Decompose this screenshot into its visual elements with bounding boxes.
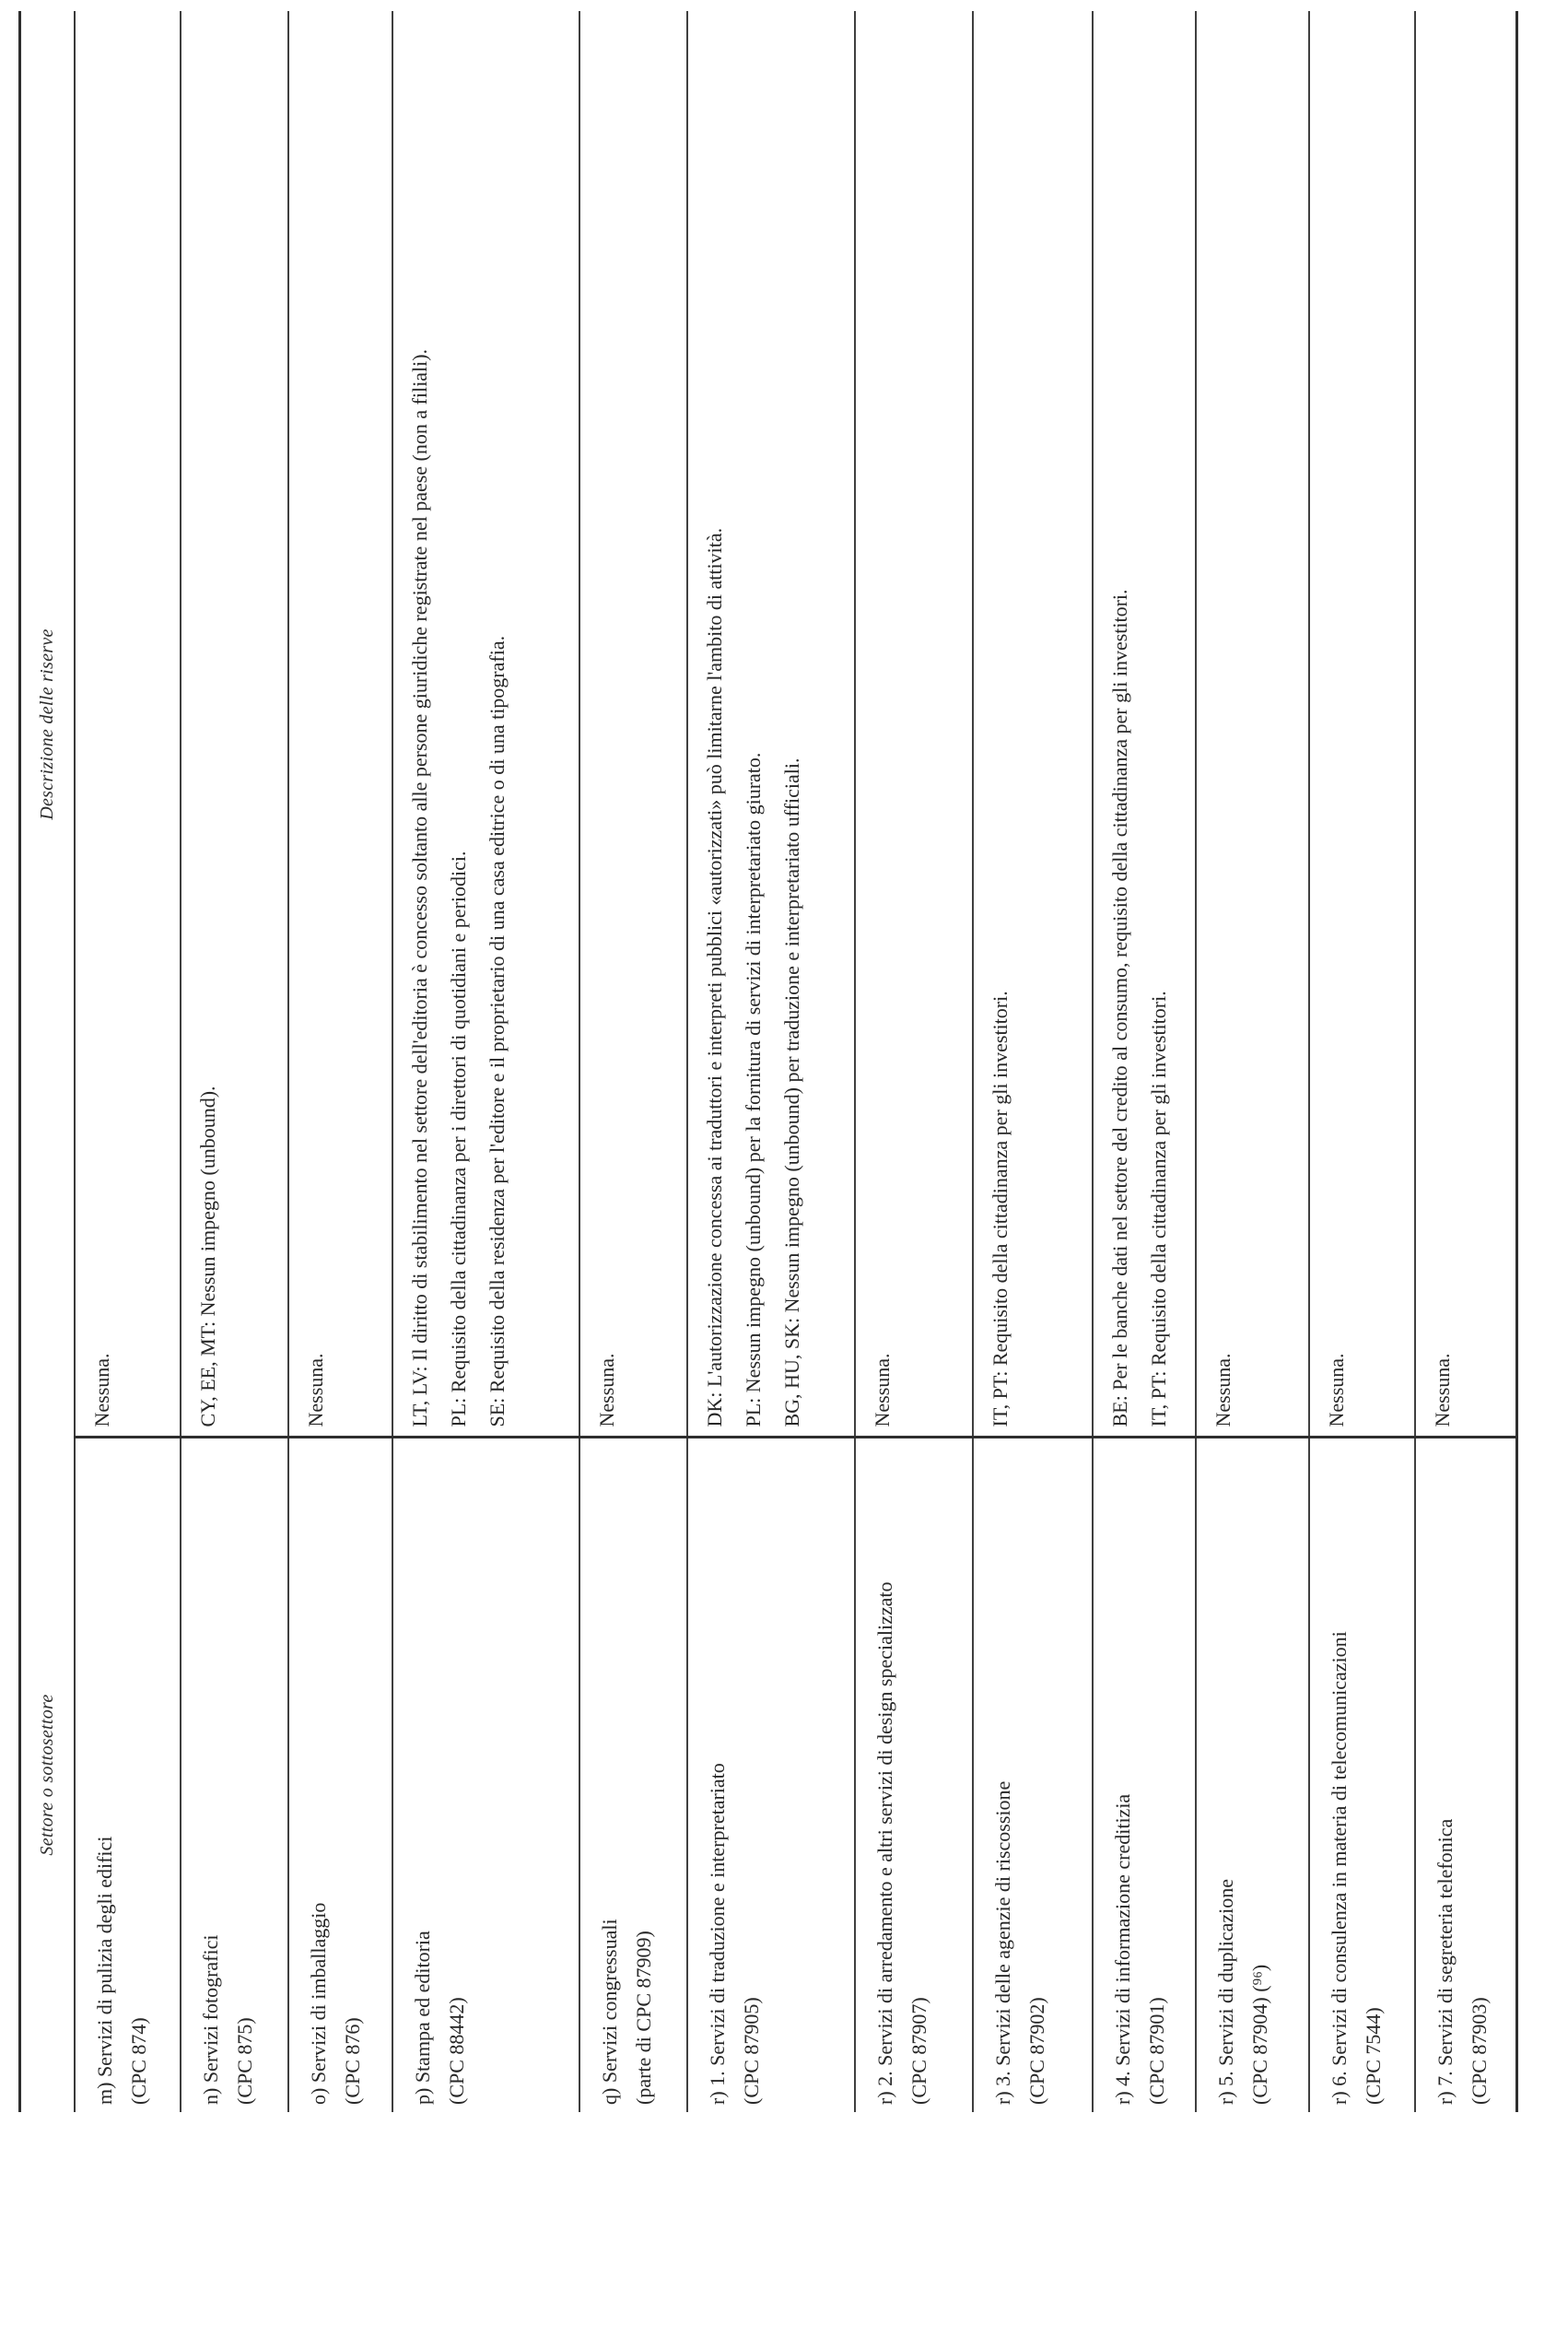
reserve-description: IT, PT: Requisito della cittadinanza per gli investitori.: [989, 991, 1012, 1427]
sector-name: m) Servizi di pulizia degli edifici: [93, 1836, 116, 2105]
table-row: [181, 11, 288, 2112]
header-sector: Settore o sottosettore: [20, 1438, 76, 2112]
reserve-description: LT, LV: Il diritto di stabilimento nel settore dell'editoria è concesso soltanto alle persone giuridiche registrate nel paese (non a filiali).: [408, 348, 431, 1427]
sector-cell: [1196, 1438, 1309, 2112]
table-row: [1093, 11, 1196, 2112]
table-row: [392, 11, 579, 2112]
reserves-cell: [1309, 11, 1415, 1438]
reserves-cell: [392, 11, 579, 1438]
sector-cpc-code: (CPC 7544): [1362, 2007, 1385, 2105]
table-row: [75, 11, 181, 2112]
sector-cpc-code: (CPC 87904) (⁹⁶): [1248, 1964, 1271, 2105]
reserves-cell: [1093, 11, 1196, 1438]
sector-name: r) 7. Servizi di segreteria telefonica: [1433, 1818, 1457, 2105]
reserves-cell: [855, 11, 973, 1438]
sector-cpc-code: (CPC 87902): [1025, 1997, 1048, 2105]
table-row: [1196, 11, 1309, 2112]
sector-cpc-code: (CPC 88442): [445, 1997, 468, 2105]
sector-cell: [687, 1438, 855, 2112]
sector-name: r) 1. Servizi di traduzione e interpretariato: [706, 1763, 729, 2105]
sector-cpc-code: (CPC 876): [341, 2017, 364, 2105]
sector-cpc-code: (CPC 87907): [907, 1997, 930, 2105]
reserve-description: DK: L'autorizzazione concessa ai traduttori e interpreti pubblici «autorizzati» può limitarne l'ambito di attività.: [703, 527, 726, 1427]
reserve-description: Nessuna.: [90, 1353, 113, 1427]
sector-cell: [1309, 1438, 1415, 2112]
reserves-cell: [288, 11, 392, 1438]
table-body: [75, 11, 1516, 2112]
table-row: [288, 11, 392, 2112]
reserve-description: Nessuna.: [1431, 1353, 1454, 1427]
table-row: [687, 11, 855, 2112]
reserves-cell: [75, 11, 181, 1438]
sector-name: o) Servizi di imballaggio: [307, 1902, 330, 2105]
reserves-cell: [1196, 11, 1309, 1438]
sector-name: r) 3. Servizi delle agenzie di riscossione: [991, 1780, 1014, 2105]
reserve-description: PL: Nessun impegno (unbound) per la fornitura di servizi di interpretariato giurato.: [742, 752, 765, 1427]
sector-name: n) Servizi fotografici: [199, 1934, 222, 2105]
reserve-description: BE: Per le banche dati nel settore del credito al consumo, requisito della cittadinanza per gli investitori.: [1108, 589, 1131, 1427]
reserve-description: Nessuna.: [304, 1353, 327, 1427]
sector-name: r) 5. Servizi di duplicazione: [1214, 1879, 1237, 2105]
sector-cell: [181, 1438, 288, 2112]
table-header-row: [20, 11, 76, 2112]
reserve-description: Nessuna.: [595, 1353, 618, 1427]
sector-cpc-code: (CPC 87901): [1145, 1997, 1168, 2105]
sector-name: r) 6. Servizi di consulenza in materia di telecomunicazioni: [1328, 1631, 1351, 2105]
sector-name: r) 2. Servizi di arredamento e altri servizi di design specializzato: [873, 1581, 896, 2105]
sector-cell: [855, 1438, 973, 2112]
reserve-description: CY, EE, MT: Nessun impegno (unbound).: [196, 1086, 219, 1427]
header-reserves: Descrizione delle riserve: [20, 11, 76, 1438]
reserve-description: Nessuna.: [1211, 1353, 1235, 1427]
reserve-description: IT, PT: Requisito della cittadinanza per gli investitori.: [1147, 991, 1170, 1427]
table-wrapper: [18, 11, 1518, 2112]
sector-cpc-code: (parte di CPC 87909): [632, 1931, 655, 2105]
table-row: [579, 11, 687, 2112]
sector-cell: [1415, 1438, 1516, 2112]
sector-cpc-code: (CPC 875): [233, 2017, 256, 2105]
sector-name: q) Servizi congressuali: [598, 1919, 621, 2105]
table-row: [855, 11, 973, 2112]
reservations-schedule-table: [18, 11, 1518, 2112]
reserves-cell: [687, 11, 855, 1438]
reserves-cell: [181, 11, 288, 1438]
reserve-description: PL: Requisito della cittadinanza per i direttori di quotidiani e periodici.: [447, 851, 470, 1427]
sector-cell: [75, 1438, 181, 2112]
sector-cpc-code: (CPC 874): [127, 2017, 150, 2105]
sector-name: p) Stampa ed editoria: [411, 1931, 434, 2105]
sector-cell: [1093, 1438, 1196, 2112]
sector-cell: [579, 1438, 687, 2112]
table-row: [1415, 11, 1516, 2112]
reserves-cell: [579, 11, 687, 1438]
table-row: [1309, 11, 1415, 2112]
sector-cell: [392, 1438, 579, 2112]
sector-cell: [288, 1438, 392, 2112]
reserve-description: SE: Requisito della residenza per l'editore e il proprietario di una casa editrice o di una tipografia.: [486, 635, 509, 1427]
sector-name: r) 4. Servizi di informazione creditizia: [1111, 1793, 1134, 2105]
reserves-cell: [973, 11, 1093, 1438]
sector-cpc-code: (CPC 87903): [1468, 1997, 1491, 2105]
table-row: [973, 11, 1093, 2112]
sector-cpc-code: (CPC 87905): [740, 1997, 763, 2105]
reserve-description: Nessuna.: [1325, 1353, 1348, 1427]
sector-cell: [973, 1438, 1093, 2112]
reserve-description: Nessuna.: [871, 1353, 894, 1427]
reserve-description: BG, HU, SK: Nessun impegno (unbound) per traduzione e interpretariato ufficiali.: [780, 757, 803, 1427]
reserves-cell: [1415, 11, 1516, 1438]
